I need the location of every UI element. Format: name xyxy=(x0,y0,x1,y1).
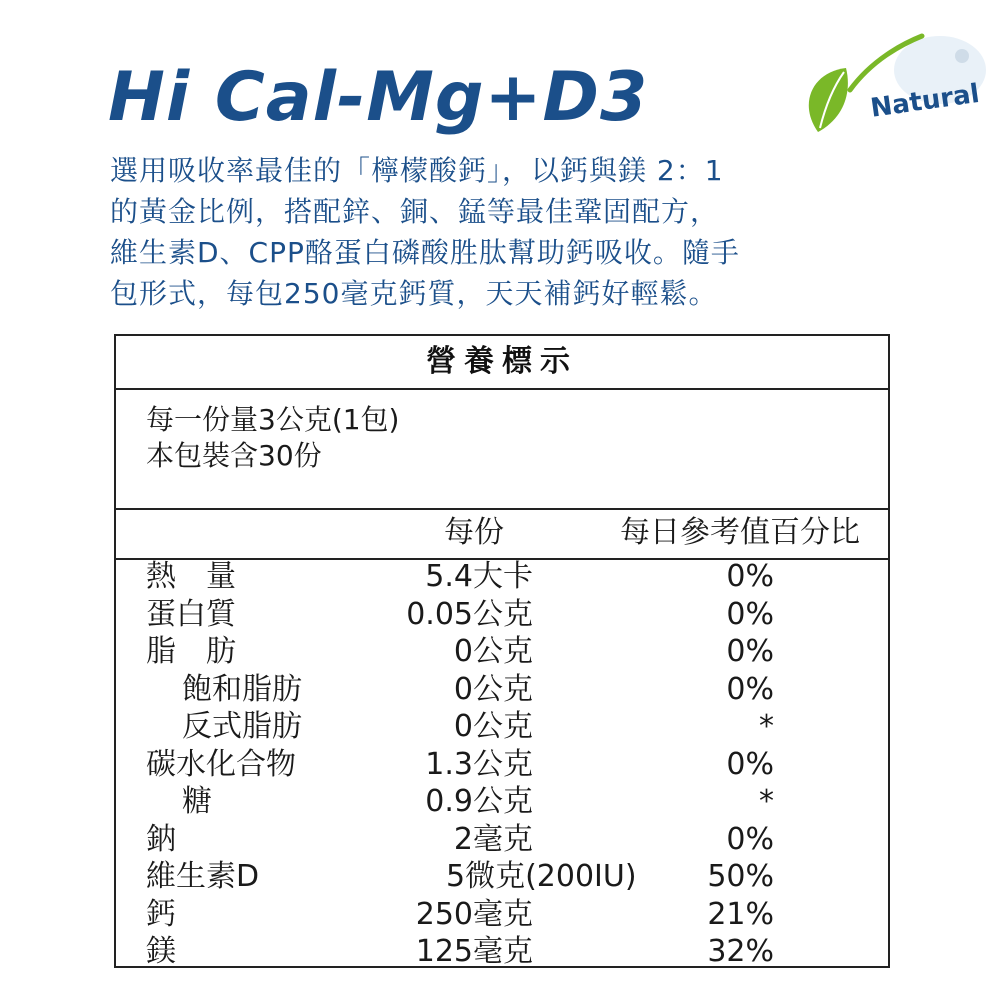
nutrient-name: 鈣 xyxy=(146,896,176,932)
nutrient-name: 維生素D xyxy=(146,859,260,894)
column-daily-value: 每日參考值百分比 xyxy=(620,515,860,550)
nutrient-dv: 0% xyxy=(726,671,774,707)
nutrient-name: 飽和脂肪 xyxy=(182,671,302,707)
badge-text: Natural xyxy=(868,78,982,124)
product-description xyxy=(110,150,870,314)
serving-size: 每一份量3公克(1包) xyxy=(146,403,400,436)
nutrient-name: 鈉 xyxy=(146,821,176,857)
product-title: Hi Cal-Mg+D3 xyxy=(108,58,649,137)
nutrient-amount: 0公克 xyxy=(453,671,533,707)
nutrient-row xyxy=(116,783,888,821)
nutrient-amount: 5.4大卡 xyxy=(425,559,533,594)
nutrient-dv: * xyxy=(759,784,774,819)
description-line: 包形式，每包250毫克鈣質，天天補鈣好輕鬆。 xyxy=(110,277,718,310)
nutrient-amount: 0公克 xyxy=(453,709,533,744)
column-header xyxy=(116,508,888,560)
nutrition-title: 營養標示 xyxy=(116,336,888,390)
column-per-serving: 每份 xyxy=(444,515,504,550)
logo-dot xyxy=(955,49,969,63)
nutrient-dv: 50% xyxy=(707,859,774,894)
nutrient-amount: 2毫克 xyxy=(453,821,533,857)
natural-leaf-logo xyxy=(790,20,990,140)
nutrient-rows xyxy=(116,558,888,971)
nutrient-name: 糖 xyxy=(182,784,212,819)
nutrient-dv: 0% xyxy=(726,821,774,857)
nutrient-dv: 0% xyxy=(726,746,774,782)
nutrient-row xyxy=(116,708,888,746)
nutrient-name: 碳水化合物 xyxy=(146,746,296,782)
nutrient-amount: 1.3公克 xyxy=(425,746,533,782)
nutrient-row xyxy=(116,933,888,971)
nutrient-row xyxy=(116,746,888,784)
serving-info xyxy=(116,388,888,510)
nutrient-row xyxy=(116,858,888,896)
nutrient-dv: 0% xyxy=(726,596,774,632)
nutrient-row xyxy=(116,633,888,671)
nutrient-dv: 32% xyxy=(707,934,774,969)
nutrient-amount: 0.05公克 xyxy=(406,596,533,632)
nutrient-amount: 0公克 xyxy=(453,634,533,669)
nutrient-dv: 21% xyxy=(707,896,774,932)
nutrition-facts-panel xyxy=(114,334,890,968)
nutrient-name: 熱 量 xyxy=(146,559,236,594)
nutrient-row xyxy=(116,596,888,634)
nutrient-row xyxy=(116,821,888,859)
description-line: 的黃金比例，搭配鋅、銅、錳等最佳鞏固配方， xyxy=(110,195,720,228)
nutrient-amount: 5微克(200IU) xyxy=(446,859,637,894)
nutrient-name: 蛋白質 xyxy=(146,596,236,632)
nutrient-row xyxy=(116,558,888,596)
nutrient-dv: * xyxy=(759,709,774,744)
nutrient-amount: 125毫克 xyxy=(415,934,533,969)
nutrient-dv: 0% xyxy=(726,634,774,669)
nutrient-name: 反式脂肪 xyxy=(182,709,302,744)
nutrient-name: 鎂 xyxy=(146,934,176,969)
nutrient-dv: 0% xyxy=(726,559,774,594)
description-line: 維生素D、CPP酪蛋白磷酸胜肽幫助鈣吸收。隨手 xyxy=(110,236,740,269)
nutrient-name: 脂 肪 xyxy=(146,634,236,669)
nutrient-row xyxy=(116,671,888,709)
servings-per-pack: 本包裝含30份 xyxy=(146,439,322,472)
nutrient-amount: 0.9公克 xyxy=(425,784,533,819)
description-line: 選用吸收率最佳的「檸檬酸鈣」，以鈣與鎂 2：1 xyxy=(110,154,724,187)
nutrient-row xyxy=(116,896,888,934)
nutrient-amount: 250毫克 xyxy=(415,896,533,932)
